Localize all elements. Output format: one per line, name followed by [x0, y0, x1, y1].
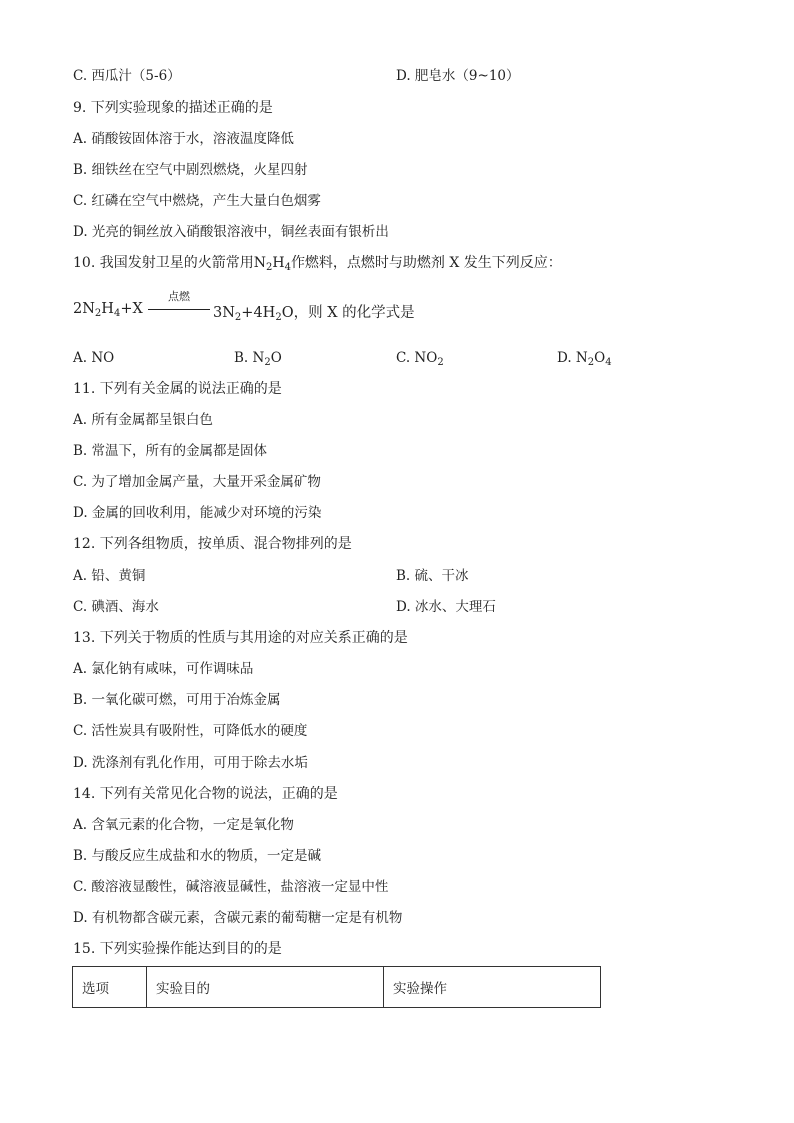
q8-option-d: D. 肥皂水（9~10）	[396, 68, 520, 84]
reaction-arrow-bar	[148, 309, 210, 310]
table-header-row	[73, 967, 601, 1008]
q14-option-a: A. 含氧元素的化合物，一定是氧化物	[73, 817, 294, 833]
q9-option-c: C. 红磷在空气中燃烧，产生大量白色烟雾	[73, 193, 321, 209]
q15-table	[72, 966, 601, 1008]
q10-stem-h: H	[272, 255, 285, 271]
q14-option-c: C. 酸溶液显酸性，碱溶液显碱性，盐溶液一定显中性	[73, 879, 389, 895]
q11-option-d: D. 金属的回收利用，能减少对环境的污染	[73, 505, 322, 521]
q10-option-a: A. NO	[73, 350, 115, 366]
q8-option-c: C. 西瓜汁（5-6）	[73, 68, 181, 84]
q10-stem-sub: 4	[284, 262, 291, 273]
q10-stem-sub: 2	[265, 262, 273, 273]
table-header-cell: 实验操作	[384, 967, 601, 1008]
eq-part: +4H	[241, 305, 276, 321]
eq-part: 2N	[73, 301, 95, 317]
opt-part: O	[270, 350, 282, 366]
q9-stem: 9. 下列实验现象的描述正确的是	[73, 100, 273, 116]
q11-option-a: A. 所有金属都呈银白色	[73, 412, 213, 428]
opt-sub: 2	[587, 357, 595, 368]
equation-left-side	[73, 301, 143, 317]
eq-part: O，则 X 的化学式是	[281, 305, 415, 321]
q12-option-b: B. 硫、干冰	[396, 568, 469, 584]
q10-stem-prefix: 10. 我国发射卫星的火箭常用	[73, 255, 254, 271]
q12-option-a: A. 铅、黄铜	[73, 568, 146, 584]
q11-option-c: C. 为了增加金属产量，大量开采金属矿物	[73, 474, 321, 490]
opt-sub: 2	[437, 357, 444, 368]
q10-stem-suffix: 作燃料，点燃时与助燃剂 X 发生下列反应：	[290, 255, 562, 271]
eq-part: +X	[120, 301, 143, 317]
opt-part: C. NO	[396, 350, 438, 366]
table-header-cell: 实验目的	[147, 967, 384, 1008]
reaction-condition: 点燃	[168, 290, 190, 303]
q10-stem-n: N	[253, 255, 266, 271]
q11-stem: 11. 下列有关金属的说法正确的是	[73, 381, 282, 397]
eq-sub: 2	[94, 308, 102, 319]
eq-sub: 4	[113, 308, 121, 319]
q10-option-b	[234, 350, 282, 366]
opt-part: O	[594, 350, 606, 366]
q11-option-b: B. 常温下，所有的金属都是固体	[73, 443, 268, 459]
q14-option-d: D. 有机物都含碳元素，含碳元素的葡萄糖一定是有机物	[73, 910, 403, 926]
q14-option-b: B. 与酸反应生成盐和水的物质，一定是碱	[73, 848, 322, 864]
q13-option-d: D. 洗涤剂有乳化作用，可用于除去水垢	[73, 755, 308, 771]
q12-option-d: D. 冰水、大理石	[396, 599, 496, 615]
eq-sub: 2	[275, 312, 282, 323]
q12-stem: 12. 下列各组物质，按单质、混合物排列的是	[73, 536, 352, 552]
q9-option-d: D. 光亮的铜丝放入硝酸银溶液中，铜丝表面有银析出	[73, 224, 389, 240]
eq-part: 3N	[213, 305, 235, 321]
opt-sub: 4	[605, 357, 612, 368]
q15-stem: 15. 下列实验操作能达到目的的是	[73, 941, 282, 957]
opt-sub: 2	[264, 357, 271, 368]
q9-option-a: A. 硝酸铵固体溶于水，溶液温度降低	[73, 131, 294, 147]
q10-option-c	[396, 350, 444, 366]
q13-stem: 13. 下列关于物质的性质与其用途的对应关系正确的是	[73, 630, 408, 646]
q10-stem	[73, 254, 562, 272]
q10-equation	[73, 288, 493, 328]
q13-option-c: C. 活性炭具有吸附性，可降低水的硬度	[73, 723, 308, 739]
table-header-cell: 选项	[73, 967, 147, 1008]
q12-option-c: C. 碘酒、海水	[73, 599, 159, 615]
q13-option-a: A. 氯化钠有咸味，可作调味品	[73, 661, 254, 677]
q9-option-b: B. 细铁丝在空气中剧烈燃烧，火星四射	[73, 162, 308, 178]
q10-option-d	[557, 350, 612, 366]
equation-right-side	[213, 301, 415, 322]
eq-sub: 2	[234, 312, 242, 323]
q14-stem: 14. 下列有关常见化合物的说法，正确的是	[73, 786, 338, 802]
opt-part: B. N	[234, 350, 265, 366]
eq-part: H	[101, 301, 114, 317]
opt-part: D. N	[557, 350, 588, 366]
q13-option-b: B. 一氧化碳可燃，可用于冶炼金属	[73, 692, 281, 708]
